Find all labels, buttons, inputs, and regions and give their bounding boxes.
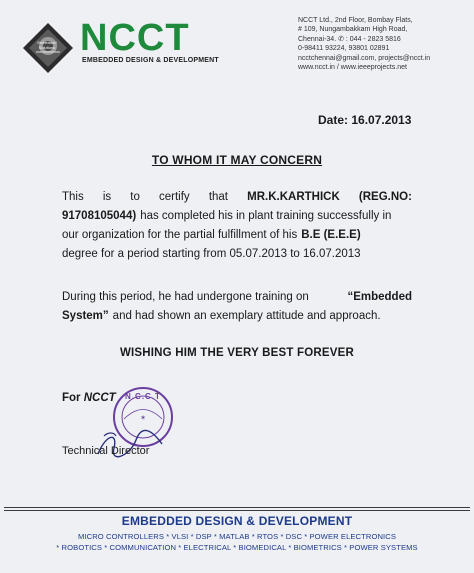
signature-for [62, 392, 116, 404]
word: that [208, 191, 228, 203]
footer-divider [4, 510, 470, 511]
paragraph-line [62, 226, 412, 245]
degree: B.E (E.E.E) [301, 229, 361, 241]
paragraph-line [62, 307, 412, 326]
footer-services-line: * ROBOTICS * COMMUNICATION * ELECTRICAL * BIOMEDICAL * BIOMETRICS * POWER SYSTEMS [56, 543, 418, 552]
for-org: NCCT [83, 392, 116, 404]
reg-number: 91708105044) [62, 210, 137, 222]
word: to [130, 191, 140, 203]
training-topic: “Embedded [347, 291, 412, 303]
word: This [62, 191, 84, 203]
brand-tagline: EMBEDDED DESIGN & DEVELOPMENT [82, 57, 219, 64]
paragraph-line [62, 245, 412, 264]
paragraph-line [62, 207, 412, 226]
paragraph-line [62, 188, 412, 207]
reg-label: (REG.NO: [358, 191, 412, 203]
letter-subject [0, 151, 474, 169]
certification-paragraph [62, 188, 412, 264]
svg-text:✶: ✶ [140, 415, 146, 422]
footer-title: EMBEDDED DESIGN & DEVELOPMENT [121, 514, 353, 528]
stamp-text: N.C.C.T [125, 392, 161, 401]
footer-services-line: MICRO CONTROLLERS * VLSI * DSP * MATLAB * RTOS * DSC * POWER ELECTRONICS [77, 532, 397, 541]
line-text: has completed his in plant training successfully in [140, 210, 392, 222]
candidate-name: MR.K.KARTHICK [247, 191, 340, 203]
line-text: and had shown an exemplary attitude and approach. [112, 310, 381, 322]
line-text: our organization for the partial fulfillment of his [62, 229, 298, 241]
training-paragraph [62, 288, 412, 326]
closing-wish: WISHING HIM THE VERY BEST FOREVER [119, 347, 355, 359]
subject-text: TO WHOM IT MAY CONCERN [151, 153, 323, 167]
paragraph-line [62, 288, 412, 307]
for-label: For [62, 392, 81, 404]
address-line: NCCT Ltd., 2nd Floor, Bombay Flats, [298, 17, 413, 24]
footer-divider [4, 507, 470, 508]
line-text: During this period, he had undergone training on [62, 291, 309, 303]
brand-name: NCCT [80, 17, 190, 59]
address-line: www.ncct.in / www.ieeeprojects.net [298, 64, 407, 72]
signatory-title: Technical Director [62, 445, 150, 457]
letter-date: Date: 16.07.2013 [318, 113, 412, 127]
word: certify [159, 191, 190, 203]
company-address [298, 16, 468, 72]
address-line: # 109, Nungambakkam High Road, [298, 26, 408, 34]
emblem-caption: Embedded Solutions [37, 40, 57, 50]
word: is [102, 191, 112, 203]
address-line: Chennai-34. ✆ : 044 - 2823 5816 [298, 35, 401, 43]
address-line: ncctchennai@gmail.com, projects@ncct.in [298, 54, 431, 62]
training-topic: System” [62, 310, 109, 322]
address-line: 0-98411 93224, 93801 02891 [298, 45, 390, 53]
line-text: degree for a period starting from 05.07.2013 to 16.07.2013 [62, 248, 361, 260]
